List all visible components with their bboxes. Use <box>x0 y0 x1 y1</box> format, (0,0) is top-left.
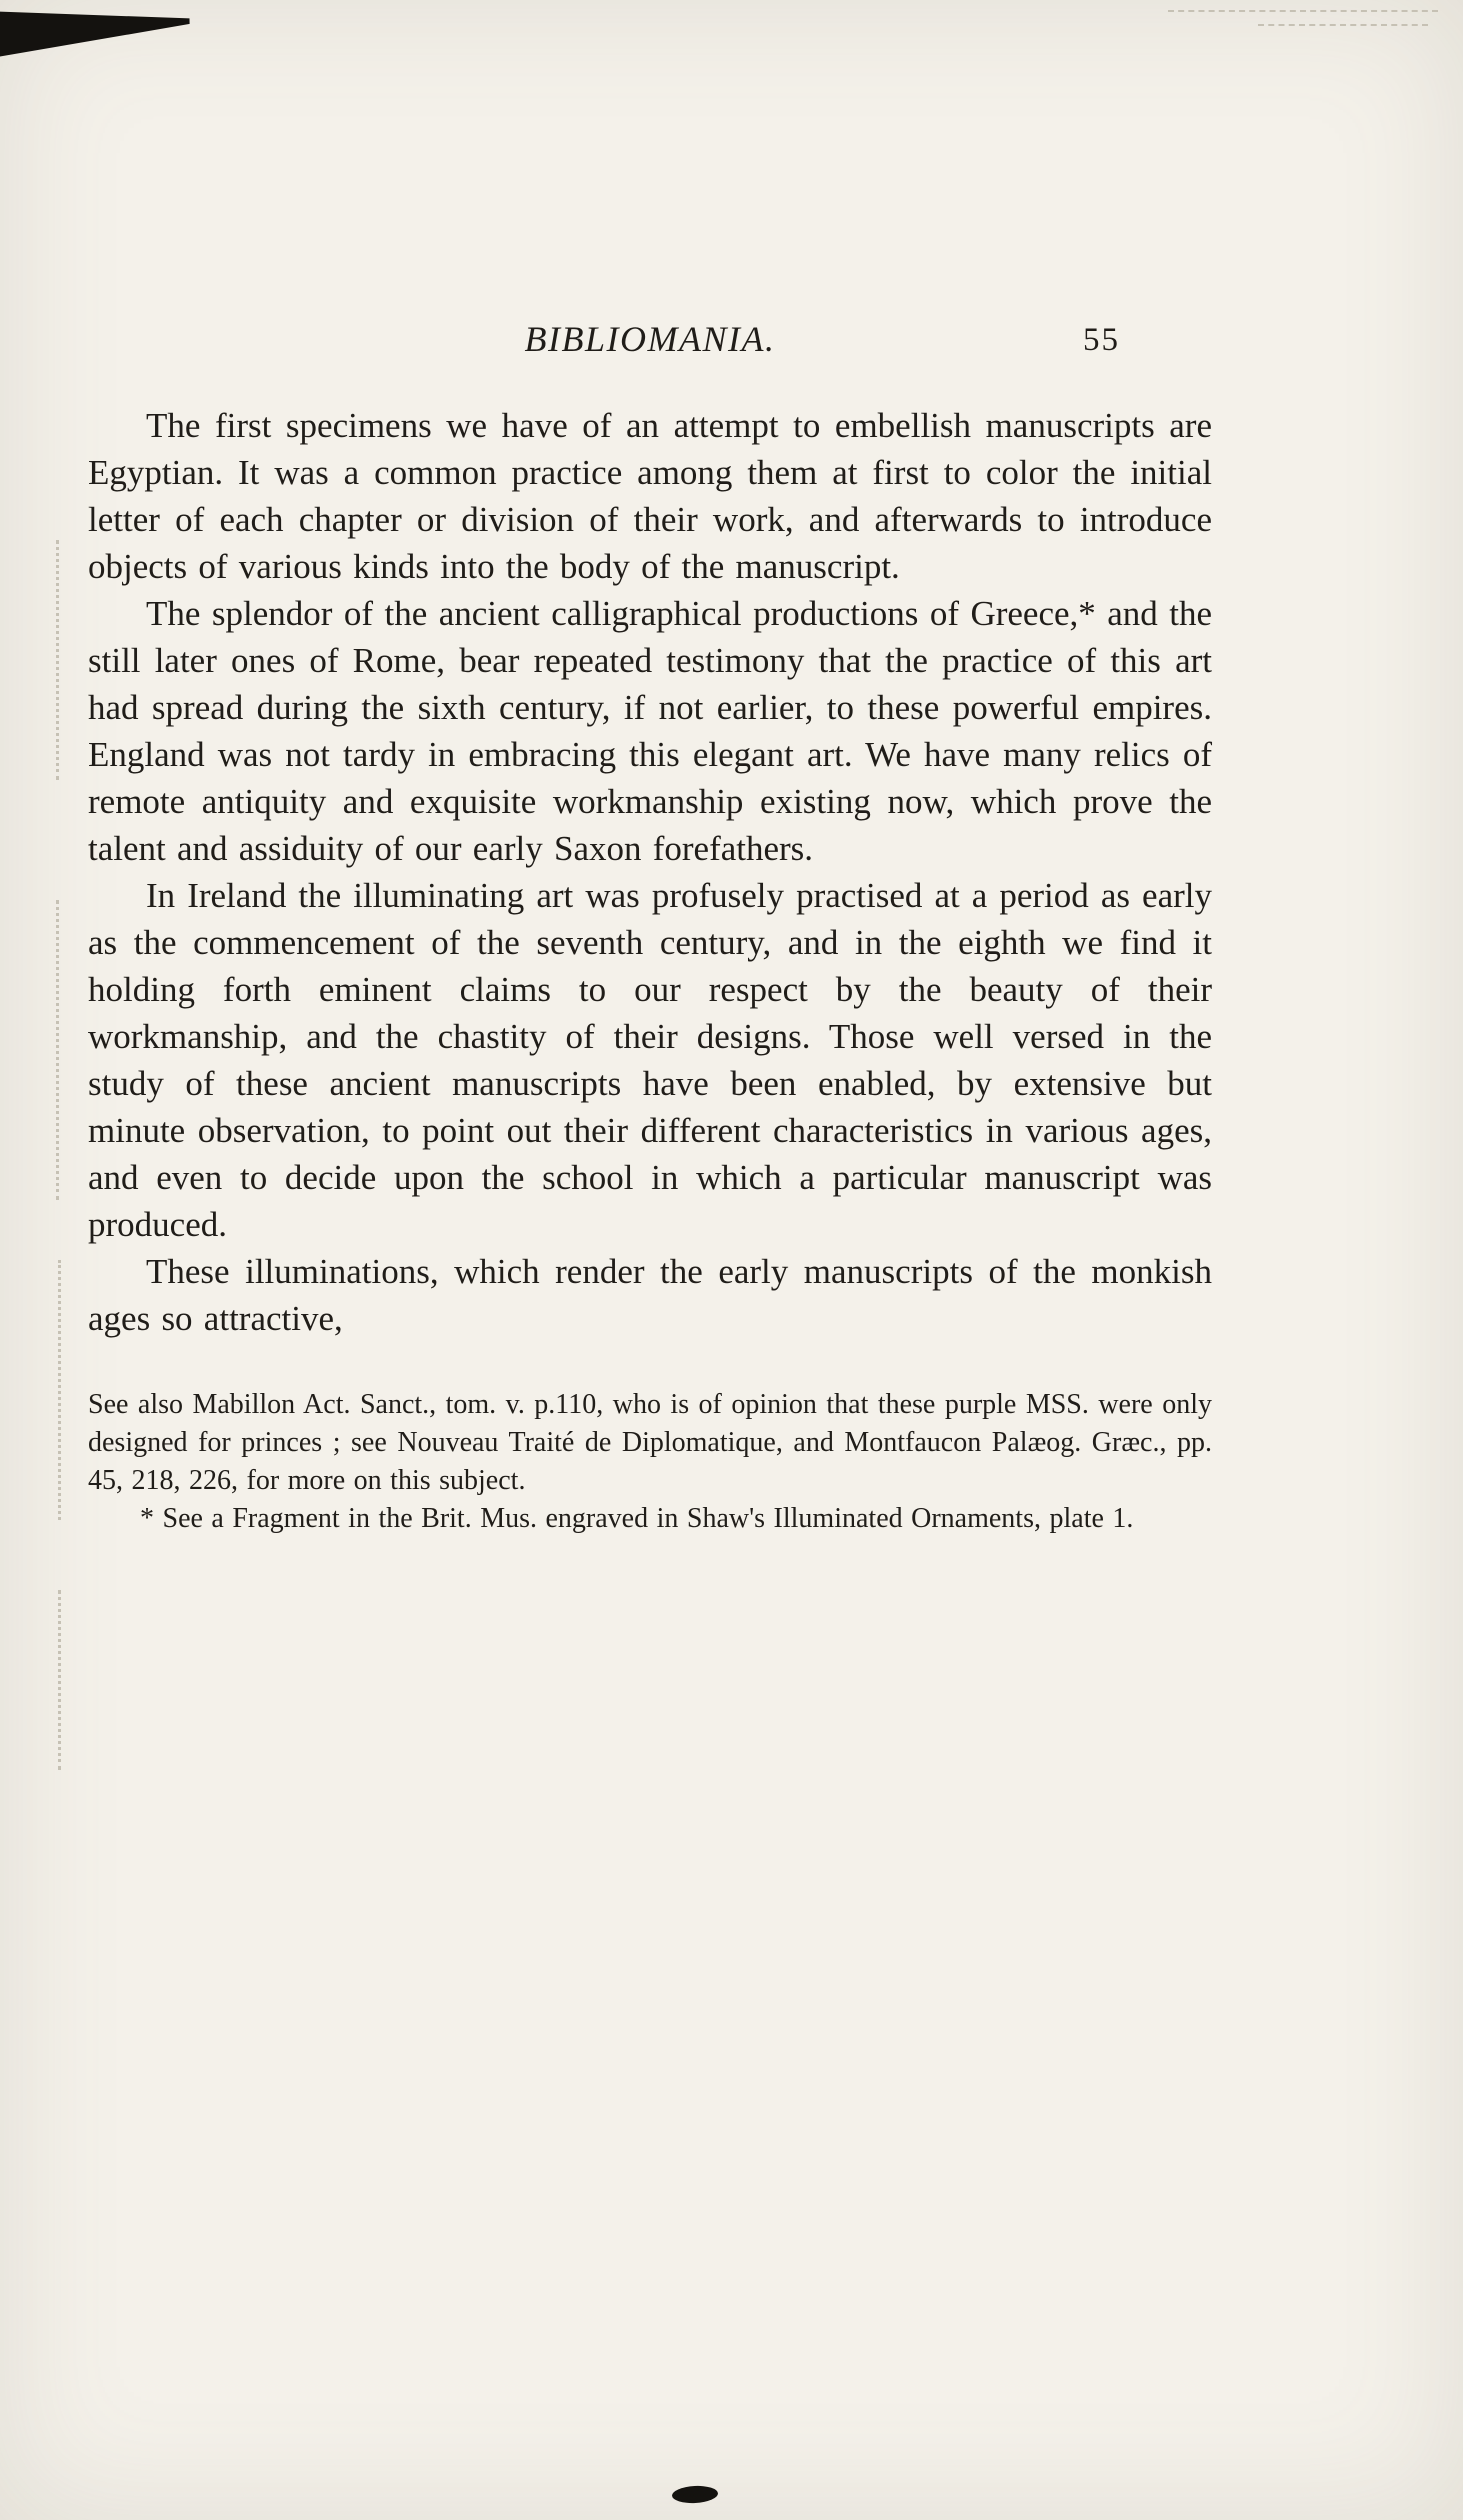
body-paragraph-2: The splendor of the ancient calligraphical productions of Greece,* and the still later ones of Rome, bear repeated testimony that the practice of this art had spread during the sixth century, if not earlier, to these powerful empires. England was not tardy in embracing this elegant art. We have many relics of remote antiquity and exquisite workmanship existing now, which prove the talent and assiduity of our early Saxon forefathers. <box>88 594 1212 868</box>
footnote-block <box>88 1386 1212 1538</box>
page-header <box>88 318 1212 368</box>
page-number: 55 <box>1083 322 1120 358</box>
scan-artifact-dashed-line <box>1258 24 1428 26</box>
scan-artifact-binding-dots <box>58 1590 61 1770</box>
scan-artifact-ink-blot <box>672 2485 719 2504</box>
body-paragraph-3: In Ireland the illuminating art was profusely practised at a period as early as the commencement of the seventh century, and in the eighth we find it holding forth eminent claims to our respect by the beauty of their workmanship, and the chastity of their designs. Those well versed in the study of these ancient manuscripts have been enabled, by extensive but minute observation, to point out their different characteristics in various ages, and even to decide upon the school in which a particular manuscript was produced. <box>88 876 1212 1244</box>
scan-artifact-binding-dots <box>56 900 59 1200</box>
scan-artifact-dashed-line <box>1168 10 1438 12</box>
scan-artifact-binding-dots <box>58 1260 61 1520</box>
scan-artifact-corner-wedge <box>0 5 191 58</box>
text-block <box>88 318 1212 1538</box>
scan-artifact-binding-dots <box>56 540 59 780</box>
footnote-continuation: See also Mabillon Act. Sanct., tom. v. p.110, who is of opinion that these purple MSS. were only designed for princes ; see Nouveau Traité de Diplomatique, and Montfaucon Palæog. Græc., pp. 45, 218, 226, for more on this subject. <box>88 1389 1212 1496</box>
footnote-asterisk: * See a Fragment in the Brit. Mus. engraved in Shaw's Illuminated Ornaments, plate 1. <box>140 1503 1134 1534</box>
running-title: BIBLIOMANIA. <box>524 319 776 359</box>
body-paragraph-4: These illuminations, which render the early manuscripts of the monkish ages so attractive, <box>88 1252 1212 1338</box>
body-paragraph-1: The first specimens we have of an attempt to embellish manuscripts are Egyptian. It was a common practice among them at first to color the initial letter of each chapter or division of their work, and afterwards to introduce objects of various kinds into the body of the manuscript. <box>88 406 1212 586</box>
